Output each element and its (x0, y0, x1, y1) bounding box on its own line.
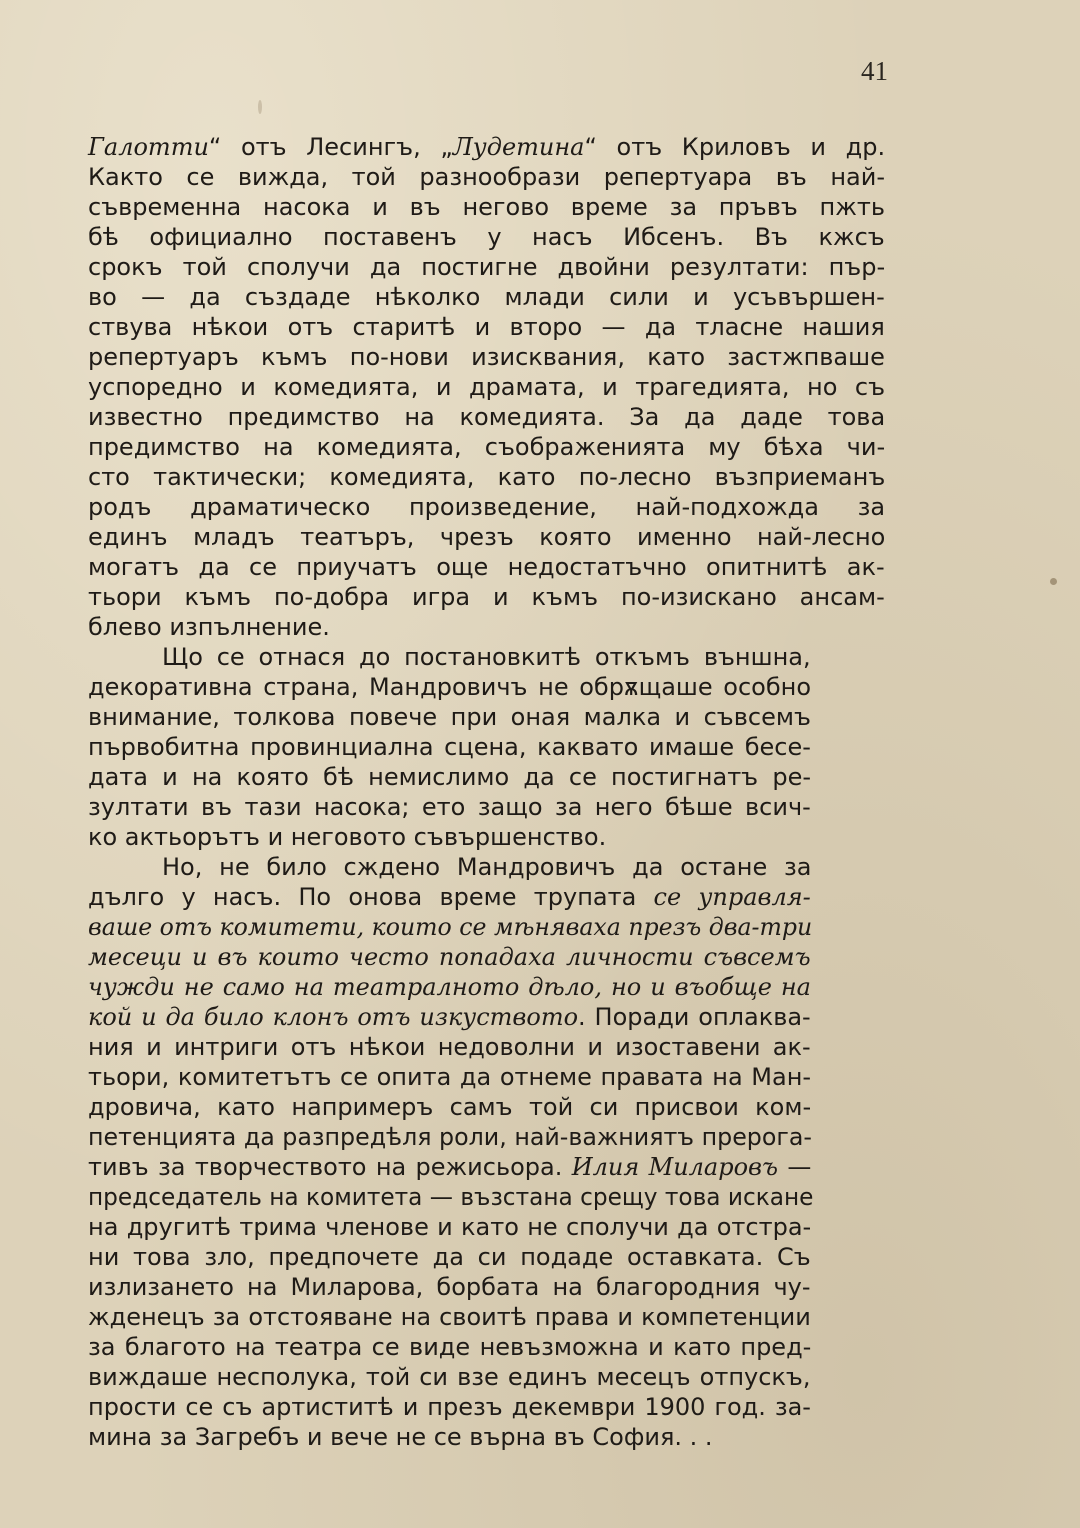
text-run: Що се отнася до постановкитѣ откъмъ външна, (162, 643, 811, 671)
text-run: мина за Загребъ и вече не се върна въ София. . . (88, 1423, 713, 1451)
paragraph (88, 642, 885, 852)
text-run: внимание, толкова повече при оная малка и съвсемъ (88, 703, 811, 731)
text-line (88, 372, 885, 402)
text-line (88, 1152, 885, 1182)
body-text (88, 132, 885, 1452)
text-line (88, 1032, 885, 1062)
text-line (88, 222, 885, 252)
italic-text: се управля- (653, 883, 811, 911)
text-run: декоративна страна, Мандровичъ не обрѫщаше особно (88, 673, 812, 701)
paper-spot (1050, 578, 1057, 585)
text-run: предимство на комедията, съображенията му бѣха чи- (88, 433, 886, 461)
text-line (88, 882, 885, 912)
text-line (88, 942, 885, 972)
text-line (88, 1392, 885, 1422)
italic-text: кой и да било клонъ отъ изкуството (88, 1003, 579, 1031)
text-line (162, 642, 885, 672)
text-line (88, 132, 885, 162)
text-run: виждаше несполука, той си взе единъ месецъ отпускъ, (88, 1363, 811, 1391)
text-line (162, 852, 885, 882)
text-line (88, 522, 885, 552)
text-run: во — да създаде нѣколко млади сили и усъвършен- (88, 283, 885, 311)
text-run: дровича, като напримеръ самъ той си присвои ком- (88, 1093, 812, 1121)
text-line (88, 912, 872, 942)
text-line (88, 1422, 885, 1452)
italic-text: Илия Миларовъ (571, 1153, 779, 1181)
text-run: — (778, 1153, 812, 1181)
text-line (88, 972, 885, 1002)
page-number: 41 (861, 56, 888, 86)
text-run: известно предимство на комедията. За да даде това (88, 403, 886, 431)
text-line (88, 1182, 859, 1212)
text-run: тивъ за творчеството на режисьора. (88, 1153, 572, 1181)
text-run: “ отъ Криловъ и др. (584, 133, 886, 161)
text-run: срокъ той сполучи да постигне двойни резултати: пър- (88, 253, 886, 281)
text-line (88, 252, 885, 282)
paragraph (88, 132, 885, 642)
text-line (88, 1062, 885, 1092)
italic-text: месеци и въ които често попадаха личности съвсемъ (88, 943, 811, 971)
text-line (88, 462, 885, 492)
text-line (88, 192, 885, 222)
text-line (88, 402, 885, 432)
text-run: първобитна провинциална сцена, каквато имаше бесе- (88, 733, 811, 761)
text-run: дълго у насъ. По онова време трупата (88, 883, 654, 911)
text-run: родъ драматическо произведение, най-подхожда за (88, 493, 886, 521)
text-run: за благото на театра се виде невъзможна и като пред- (88, 1333, 812, 1361)
text-run: на другитѣ трима членове и като не сполучи да отстра- (88, 1213, 812, 1241)
text-run: единъ младъ театъръ, чрезъ която именно най-лесно (88, 523, 886, 551)
text-line (88, 822, 885, 852)
text-run: сто тактически; комедията, като по-лесно възприеманъ (88, 463, 886, 491)
text-run: могатъ да се приучатъ още недостатъчно опитнитѣ ак- (88, 553, 885, 581)
paragraph (88, 852, 885, 1452)
text-line (88, 312, 885, 342)
text-line (88, 342, 885, 372)
text-run: бѣ официално поставенъ у насъ Ибсенъ. Въ кжсъ (88, 223, 885, 251)
text-run: тьори къмъ по-добра игра и къмъ по-изискано ансам- (88, 583, 885, 611)
text-line (88, 762, 885, 792)
text-line (88, 732, 885, 762)
text-run: успоредно и комедията, и драмата, и трагедията, но съ (88, 373, 886, 401)
text-run: председатель на комитета — възстана срещу това искане (88, 1183, 814, 1211)
text-line (88, 492, 885, 522)
text-line (88, 162, 885, 192)
text-run: зултати въ тази насока; ето защо за него бѣше всич- (88, 793, 811, 821)
text-line (88, 1212, 885, 1242)
text-run: ствува нѣкои отъ старитѣ и второ — да тласне нашия (88, 313, 885, 341)
text-run: Но, не било сждено Мандровичъ да остане за (162, 853, 812, 881)
text-run: блево изпълнение. (88, 613, 330, 641)
italic-text: Лудетина (452, 133, 585, 161)
paper-spot (258, 100, 262, 114)
text-line (88, 1092, 885, 1122)
text-run: тьори, комитетътъ се опита да отнеме правата на Ман- (88, 1063, 812, 1091)
text-run: “ отъ Лесингъ, „ (208, 133, 453, 161)
text-line (88, 552, 885, 582)
text-line (88, 282, 885, 312)
text-line (88, 1002, 885, 1032)
text-line (88, 702, 885, 732)
text-run: съвременна насока и въ негово време за пръвъ пжть (88, 193, 885, 221)
text-line (88, 1362, 885, 1392)
text-run: излизането на Миларова, борбата на благородния чу- (88, 1273, 811, 1301)
text-line (88, 582, 885, 612)
text-run: репертуаръ къмъ по-нови изисквания, като застжпваше (88, 343, 885, 371)
text-run: петенцията да разпредѣля роли, най-важниятъ прерога- (88, 1123, 812, 1151)
text-run: прости се съ артиститѣ и презъ декември 1900 год. за- (88, 1393, 811, 1421)
text-run: жденецъ за отстояване на своитѣ права и компетенции (88, 1303, 811, 1331)
text-line (88, 1122, 876, 1152)
text-line (88, 1242, 885, 1272)
text-line (88, 1302, 885, 1332)
text-line (88, 432, 885, 462)
text-run: ко актьорътъ и неговото съвършенство. (88, 823, 607, 851)
italic-text: чужди не само на театралното дѣло, но и въобще на (88, 973, 811, 1001)
text-line (88, 792, 885, 822)
italic-text: Галотти (88, 133, 209, 161)
text-run: Както се вижда, той разнообрази репертуара въ най- (88, 163, 885, 191)
text-line (88, 1332, 885, 1362)
text-run: ния и интриги отъ нѣкои недоволни и изоставени ак- (88, 1033, 811, 1061)
text-line (88, 612, 885, 642)
text-run: ни това зло, предпочете да си подаде оставката. Съ (88, 1243, 811, 1271)
italic-text: ваше отъ комитети, които се мѣняваха презъ два-три (88, 913, 813, 941)
text-run: дата и на която бѣ немислимо да се постигнатъ ре- (88, 763, 811, 791)
text-line (88, 672, 885, 702)
text-line (88, 1272, 885, 1302)
text-run: . Поради оплаква- (578, 1003, 811, 1031)
